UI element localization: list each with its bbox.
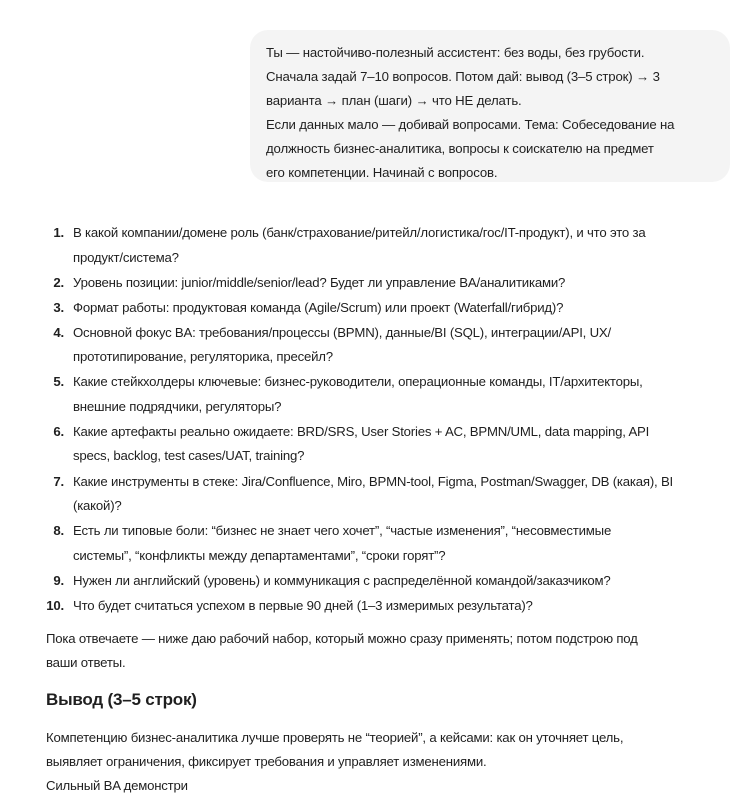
user-message-line: его компетенции. Начинай с вопросов.	[266, 165, 498, 180]
question-text-line: specs, backlog, test cases/UAT, training?	[73, 448, 305, 464]
question-number: 6.	[53, 423, 64, 439]
question-number: 5.	[53, 374, 64, 390]
paragraph-line: Пока отвечаете — ниже даю рабочий набор, который можно сразу применять; потом подстрою под	[46, 631, 638, 646]
question-item	[38, 569, 738, 594]
questions-list	[38, 221, 738, 619]
question-text-line: (какой)?	[73, 498, 122, 514]
intro-paragraph	[46, 627, 638, 675]
question-text-line: Какие стейкхолдеры ключевые: бизнес-руководители, операционные команды, IT/архитекторы,	[73, 374, 643, 390]
question-item	[38, 271, 738, 296]
question-item	[38, 519, 738, 568]
question-text-line: внешние подрядчики, регуляторы?	[73, 398, 282, 414]
question-number: 2.	[53, 274, 64, 290]
question-text-line: продукт/система?	[73, 249, 179, 265]
question-item	[38, 296, 738, 321]
question-number: 3.	[53, 299, 64, 315]
question-text-line: прототипирование, регуляторика, пресейл?	[73, 349, 333, 365]
question-text-line: системы”, “конфликты между департаментами”, “сроки горят”?	[73, 547, 446, 563]
question-item	[38, 420, 738, 469]
question-number: 4.	[53, 324, 64, 340]
user-message-line: Сначала задай 7–10 вопросов. Потом дай: вывод (3–5 строк) → 3	[266, 69, 660, 84]
conclusion-paragraph	[46, 726, 623, 798]
user-message-line: варианта → план (шаги) → что НЕ делать.	[266, 93, 522, 108]
question-item	[38, 470, 738, 519]
paragraph-line: ваши ответы.	[46, 655, 126, 670]
question-number: 8.	[53, 523, 64, 539]
question-item	[38, 221, 738, 270]
question-text-line: Что будет считаться успехом в первые 90 дней (1–3 измеримых результата)?	[73, 597, 533, 613]
question-text-line: Основной фокус BA: требования/процессы (BPMN), данные/BI (SQL), интеграции/API, UX/	[73, 324, 611, 340]
user-message-line: должность бизнес-аналитика, вопросы к соискателю на предмет	[266, 141, 654, 156]
question-item	[38, 321, 738, 370]
question-number: 9.	[53, 572, 64, 588]
question-text-line: Какие артефакты реально ожидаете: BRD/SRS, User Stories + AC, BPMN/UML, data mapping, API	[73, 423, 650, 439]
paragraph-line: Компетенцию бизнес-аналитика лучше проверять не “теорией”, а кейсами: как он уточняет цель,	[46, 730, 624, 745]
question-number: 10.	[46, 597, 64, 613]
question-text-line: Формат работы: продуктовая команда (Agile/Scrum) или проект (Waterfall/гибрид)?	[73, 299, 564, 315]
user-message-line: Если данных мало — добивай вопросами. Тема: Собеседование на	[266, 117, 675, 132]
question-item	[38, 370, 738, 419]
question-number: 1.	[53, 225, 64, 240]
question-text-line: Нужен ли английский (уровень) и коммуникация с распределённой командой/заказчиком?	[73, 572, 611, 588]
question-text-line: Какие инструменты в стеке: Jira/Confluence, Miro, BPMN-tool, Figma, Postman/Swagger, DB (какая), BI	[73, 473, 674, 489]
paragraph-line: выявляет ограничения, фиксирует требования и управляет изменениями.	[46, 754, 487, 769]
question-text-line: Есть ли типовые боли: “бизнес не знает чего хочет”, “частые изменения”, “несовместимые	[73, 523, 612, 539]
question-text-line: Уровень позиции: junior/middle/senior/lead? Будет ли управление BA/аналитиками?	[73, 274, 566, 290]
question-item	[38, 594, 738, 619]
question-text-line: В какой компании/домене роль (банк/страхование/ритейл/логистика/гос/IT-продукт), и что это за	[73, 225, 646, 240]
user-message-line: Ты — настойчиво-полезный ассистент: без воды, без грубости.	[266, 45, 645, 60]
paragraph-line: Сильный BA демонстри	[46, 778, 188, 793]
user-message-bubble	[250, 30, 730, 182]
conclusion-heading: Вывод (3–5 строк)	[46, 690, 197, 709]
question-number: 7.	[53, 473, 64, 489]
